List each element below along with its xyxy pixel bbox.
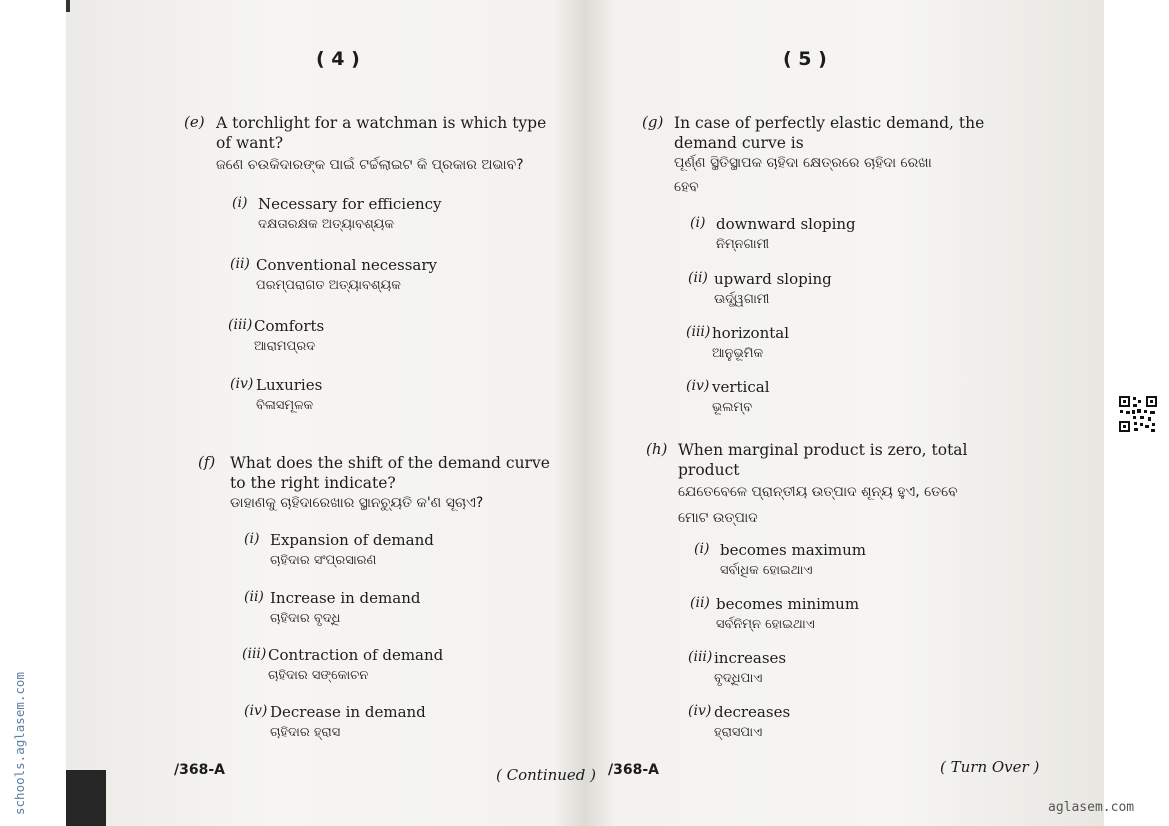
footer-code-left: /368-A xyxy=(174,762,225,778)
question-label: (f) xyxy=(198,453,216,471)
side-watermark: schools.aglasem.com xyxy=(12,672,27,815)
question-label: (h) xyxy=(646,440,668,458)
question-text-odia-cont: ହେବ xyxy=(674,179,699,195)
question-text-odia: ପୂର୍ଣ୍ଣ ସ୍ଥିତିସ୍ଥାପକ ଚାହିଦା କ୍ଷେତ୍ରରେ ଚାହିଦା ରେଖା xyxy=(674,155,932,171)
question-text-odia: ଡାହାଣକୁ ଚାହିଦାରେଖାର ସ୍ଥାନଚ୍ୟୁତି କ'ଣ ସୂଚାଏ? xyxy=(230,495,484,511)
question-text-english: In case of perfectly elastic demand, the demand curve is xyxy=(674,114,985,152)
footer-code-right: /368-A xyxy=(608,762,659,778)
question-text-odia-cont: ମୋଟ ଉତ୍ପାଦ xyxy=(678,510,758,526)
qr-code-icon xyxy=(1118,395,1158,433)
edge-mark xyxy=(66,0,70,12)
question-text-odia: ଜଣେ ଚଉକିଦାରଙ୍କ ପାଇଁ ଟର୍ଚ୍ଚଲାଇଟ କି ପ୍ରକାର ଅଭାବ? xyxy=(216,157,524,173)
question-text-english: When marginal product is zero, total product xyxy=(678,441,968,479)
question-label: (g) xyxy=(642,113,664,131)
question-label: (e) xyxy=(184,113,205,131)
question-text-odia: ଯେତେବେଳେ ପ୍ରାନ୍ତୀୟ ଉତ୍ପାଦ ଶୂନ୍ୟ ହୁଏ, ତେବେ xyxy=(678,484,958,500)
question-text-english: A torchlight for a watchman is which type of want? xyxy=(216,114,547,152)
page-number-left: ( 4 ) xyxy=(316,48,360,70)
question-text-english: What does the shift of the demand curve to the right indicate? xyxy=(230,454,550,492)
bottom-right-watermark: aglasem.com xyxy=(1048,800,1135,815)
footer-turn-over: ( Turn Over ) xyxy=(940,758,1040,776)
footer-continued: ( Continued ) xyxy=(496,766,597,784)
scan-shadow xyxy=(66,770,106,826)
page-number-right: ( 5 ) xyxy=(783,48,827,70)
